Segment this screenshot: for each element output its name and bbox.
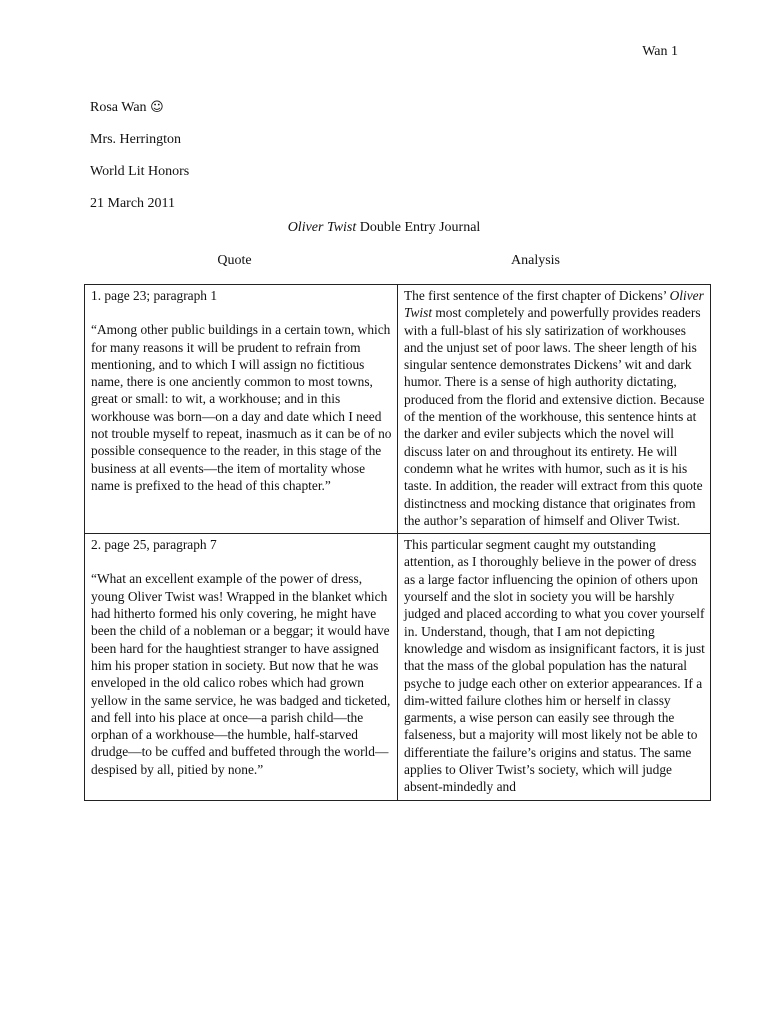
entry-reference: 1. page 23; paragraph 1 (91, 288, 218, 303)
column-header-analysis: Analysis (511, 253, 560, 268)
quote-text: “Among other public buildings in a certain town, which for many reasons it will be prudent to refrain from mentioning, and to which I will assign no fictitious name, there is one anciently common to most towns, great or small: to wit, a workhouse; and in this workhouse was born—on a day and date which I need not trouble myself to repeat, inasmuch as it can be of no possible consequence to the reader, in this stage of the business at all events—the item of mortality whose name is prefixed to the head of this chapter.” (91, 322, 392, 493)
date: 21 March 2011 (90, 196, 176, 211)
quote-cell (85, 534, 398, 800)
smiley-icon: ☺ (150, 100, 164, 115)
title-rest: Double Entry Journal (356, 220, 481, 235)
analysis-text-start: The first sentence of the first chapter of Dickens’ (404, 288, 670, 303)
analysis-cell (398, 285, 711, 534)
column-headers (84, 253, 686, 269)
student-name-text: Rosa Wan (90, 100, 147, 115)
course-name: World Lit Honors (90, 164, 190, 179)
column-header-quote: Quote (217, 253, 252, 268)
quote-cell (85, 285, 398, 534)
mla-heading (90, 92, 189, 220)
student-name (90, 92, 189, 124)
quote-text: “What an excellent example of the power of dress, young Oliver Twist was! Wrapped in the blanket which had hitherto formed his only covering, he might have been the child of a nobleman or a beggar; it would have been hard for the haughtiest stranger to have assigned him his proper station in society. But now that he was enveloped in the old calico robes which had grown yellow in the same service, he was badged and ticketed, and fell into his place at once—a parish child—the orphan of a workhouse—the humble, half-starved drudge—to be cuffed and buffeted through the world—despised by all, pitied by none.” (91, 571, 391, 777)
analysis-cell (398, 534, 711, 800)
analysis-text-end: most completely and powerfully provides readers with a full-blast of his sly satirization of workhouses and the unjust set of poor laws. The sheer length of his singular sentence demonstrates Dickens’ wit and dark humor. There is a sense of high authority dictating, produced from the florid and extensive diction. Because of the mention of the workhouse, this sentence hints at the darker and eviler subjects which the novel will discuss later on and throughout its entirety. He will condemn what he writes with humor, such as it is his taste. In addition, the reader will extract from this quote distinctness and mocking distance that originates from the author’s separation of himself and Oliver Twist. (404, 305, 705, 528)
page-header: Wan 1 (642, 44, 678, 59)
page-title (0, 220, 768, 236)
title-italic: Oliver Twist (287, 220, 357, 235)
analysis-text-italic: Oliver Twist (404, 288, 704, 321)
analysis-text: This particular segment caught my outstanding attention, as I thoroughly believe in the power of dress as a large factor influencing the opinion of others upon yourself and the slot in society you will be harshly judged and placed according to what you cover yourself in. Understand, though, that I am not depicting knowledge and wisdom as insignificant factors, it is just that the mass of the global population has the natural psyche to judge each other on exterior appearances. If a dim-witted failure clothes him or herself in classy garments, a wise person can easily see through the falseness, but a majority will most likely not be able to differentiate the failure’s origins and status. The same applies to Oliver Twist’s society, which will judge absent-mindedly and (404, 537, 705, 795)
journal-table (84, 284, 711, 801)
table-row (85, 285, 711, 534)
entry-reference: 2. page 25, paragraph 7 (91, 537, 217, 553)
teacher-name: Mrs. Herrington (90, 132, 181, 147)
table-row (85, 534, 711, 800)
